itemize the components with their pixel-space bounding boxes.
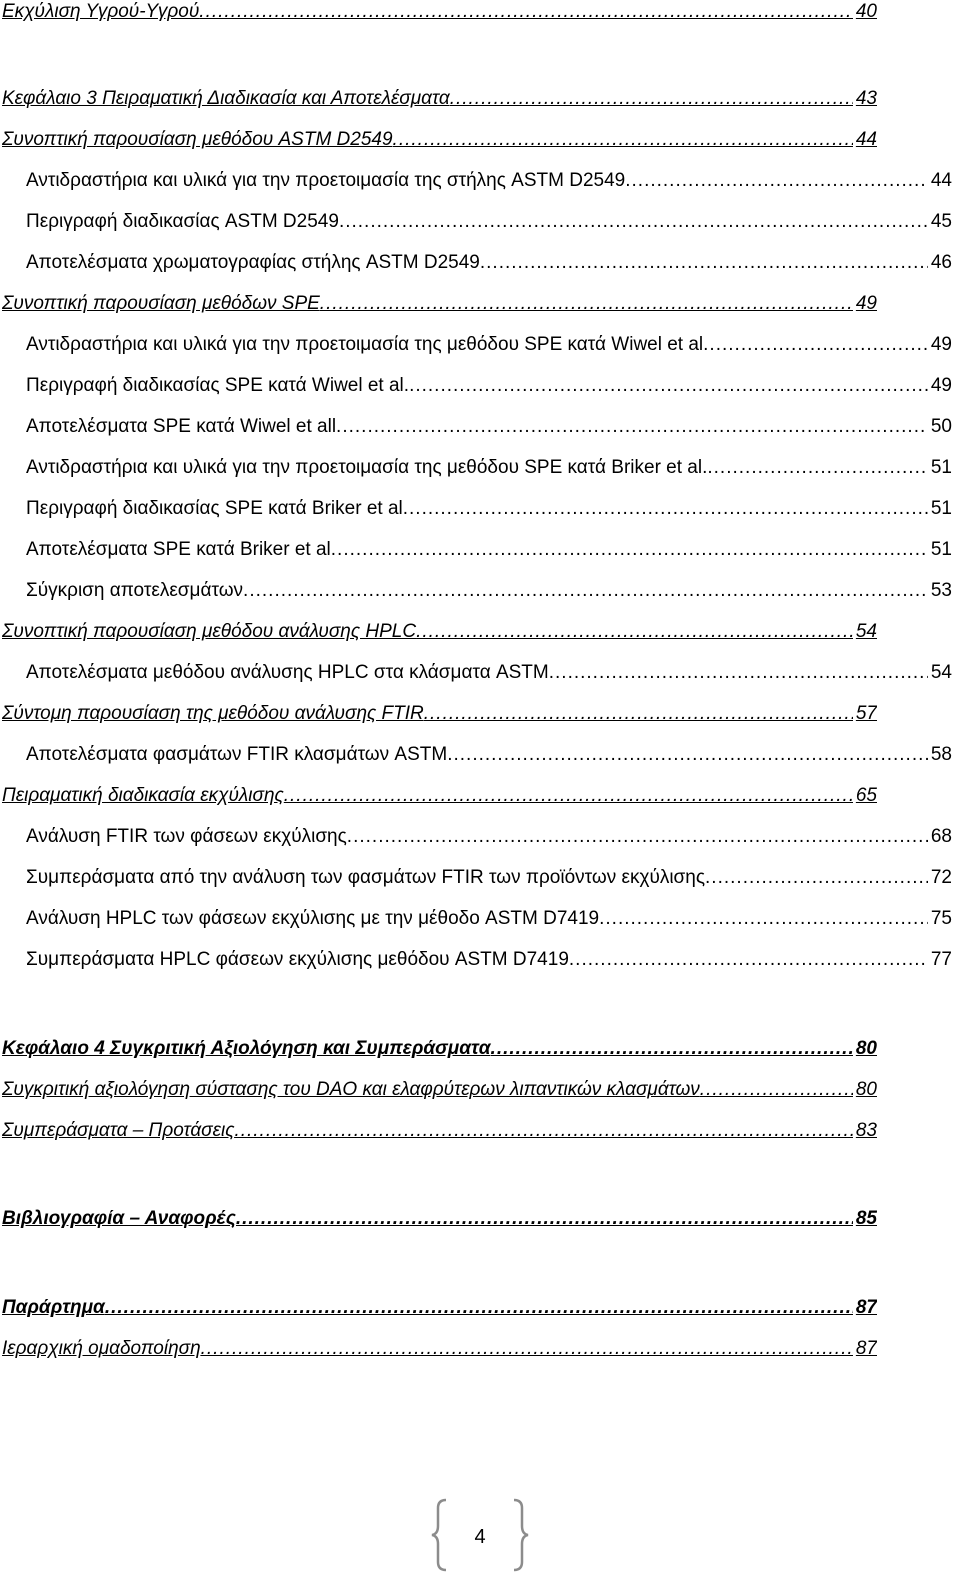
toc-entry[interactable] <box>26 210 952 234</box>
toc-leader-dots <box>393 128 853 152</box>
toc-entry-page: 54 <box>930 662 952 683</box>
toc-leader-dots <box>234 1119 852 1143</box>
toc-leader-dots <box>409 374 928 398</box>
toc-entry-page: 87 <box>855 1297 877 1318</box>
toc-entry-page: 51 <box>930 539 952 560</box>
toc-entry-page: 44 <box>855 129 877 150</box>
toc-entry[interactable] <box>2 87 877 111</box>
toc-entry[interactable] <box>2 1296 877 1320</box>
toc-leader-dots <box>243 579 928 603</box>
toc-leader-dots <box>416 620 853 644</box>
toc-entry[interactable] <box>2 1119 877 1143</box>
toc-entry[interactable] <box>2 128 877 152</box>
toc-leader-dots <box>236 1207 853 1231</box>
toc-leader-dots <box>347 825 928 849</box>
toc-entry-title: Ανάλυση HPLC των φάσεων εκχύλισης με την μέθοδο ASTM D7419 <box>26 908 600 929</box>
toc-entry-page: 45 <box>930 211 952 232</box>
toc-entry-title: Συνοπτική παρουσίαση μεθόδων SPE <box>2 293 320 314</box>
toc-leader-dots <box>700 1078 853 1102</box>
page-number: 4 <box>474 1526 486 1548</box>
toc-leader-dots <box>320 292 853 316</box>
toc-entry-title: Αποτελέσματα SPE κατά Wiwel et all <box>26 416 337 437</box>
toc-entry-page: 72 <box>930 867 952 888</box>
toc-entry-page: 51 <box>930 457 952 478</box>
toc-entry-title: Συνοπτική παρουσίαση μεθόδου ανάλυσης HPLC <box>2 621 417 642</box>
toc-leader-dots <box>491 1037 853 1061</box>
toc-entry-title: Σύγκριση αποτελεσμάτων <box>26 580 244 601</box>
toc-entry-page: 85 <box>855 1208 877 1229</box>
toc-entry-title: Αποτελέσματα φασμάτων FTIR κλασμάτων ASTM <box>26 744 448 765</box>
toc-entry-page: 65 <box>855 785 877 806</box>
toc-entry-title: Αντιδραστήρια και υλικά για την προετοιμασία της μεθόδου SPE κατά Wiwel et al <box>26 334 704 355</box>
toc-leader-dots <box>199 0 853 24</box>
toc-entry[interactable] <box>2 1337 877 1361</box>
toc-entry-title: Σύντομη παρουσίαση της μεθόδου ανάλυσης FTIR <box>2 703 424 724</box>
toc-entry-title: Αποτελέσματα SPE κατά Briker et al <box>26 539 331 560</box>
toc-entry[interactable] <box>2 292 877 316</box>
toc-entry-page: 43 <box>855 88 877 109</box>
toc-entry-page: 49 <box>930 334 952 355</box>
toc-entry[interactable] <box>26 333 952 357</box>
toc-entry[interactable] <box>2 1078 877 1102</box>
toc-entry[interactable] <box>2 784 877 808</box>
toc-entry-title: Συμπεράσματα από την ανάλυση των φασμάτων FTIR των προϊόντων εκχύλισης <box>26 867 706 888</box>
toc-leader-dots <box>705 866 928 890</box>
toc-entry[interactable] <box>26 169 952 193</box>
toc-leader-dots <box>549 661 928 685</box>
toc-leader-dots <box>201 1337 853 1361</box>
toc-entry[interactable] <box>26 907 952 931</box>
toc-entry-title: Συγκριτική αξιολόγηση σύστασης του DAO και ελαφρύτερων λιπαντικών κλασμάτων <box>2 1079 700 1100</box>
toc-entry-page: 53 <box>930 580 952 601</box>
toc-entry[interactable] <box>26 456 952 480</box>
toc-entry-title: Περιγραφή διαδικασίας ASTM D2549 <box>26 211 339 232</box>
toc-entry-title: Περιγραφή διαδικασίας SPE κατά Wiwel et al. <box>26 375 410 396</box>
toc-entry-page: 58 <box>930 744 952 765</box>
toc-entry-title: Εκχύλιση Υγρού-Υγρού <box>2 1 200 22</box>
toc-leader-dots <box>331 538 928 562</box>
toc-entry[interactable] <box>26 374 952 398</box>
toc-leader-dots <box>403 497 928 521</box>
toc-entry[interactable] <box>26 579 952 603</box>
toc-entry-title: Πειραματική διαδικασία εκχύλισης <box>2 785 284 806</box>
toc-leader-dots <box>105 1296 853 1320</box>
toc-entry-page: 49 <box>855 293 877 314</box>
toc-entry[interactable] <box>26 866 952 890</box>
toc-entry[interactable] <box>2 620 877 644</box>
toc-entry-page: 80 <box>855 1038 877 1059</box>
toc-entry[interactable] <box>26 497 952 521</box>
toc-entry-title: Παράρτημα <box>2 1297 105 1318</box>
toc-entry-title: Συνοπτική παρουσίαση μεθόδου ASTM D2549 <box>2 129 393 150</box>
toc-leader-dots <box>480 251 928 275</box>
toc-leader-dots <box>625 169 928 193</box>
toc-entry-page: 57 <box>855 703 877 724</box>
toc-leader-dots <box>569 948 928 972</box>
toc-entry-page: 68 <box>930 826 952 847</box>
toc-entry-title: Αποτελέσματα μεθόδου ανάλυσης HPLC στα κλάσματα ASTM <box>26 662 549 683</box>
toc-entry-page: 54 <box>855 621 877 642</box>
toc-leader-dots <box>450 87 853 111</box>
toc-entry-title: Συμπεράσματα – Προτάσεις <box>2 1120 235 1141</box>
toc-leader-dots <box>707 456 927 480</box>
toc-entry[interactable] <box>2 702 877 726</box>
toc-leader-dots <box>336 415 928 439</box>
toc-leader-dots <box>703 333 928 357</box>
toc-entry[interactable] <box>2 1207 877 1231</box>
toc-entry-title: Αντιδραστήρια και υλικά για την προετοιμασία της στήλης ASTM D2549 <box>26 170 626 191</box>
toc-entry-page: 50 <box>930 416 952 437</box>
toc-leader-dots <box>424 702 853 726</box>
toc-entry-page: 44 <box>930 170 952 191</box>
toc-entry-title: Βιβλιογραφία – Αναφορές <box>2 1208 236 1229</box>
toc-entry-title: Αποτελέσματα χρωματογραφίας στήλης ASTM D2549 <box>26 252 480 273</box>
toc-entry-title: Συμπεράσματα HPLC φάσεων εκχύλισης μεθόδου ASTM D7419 <box>26 949 569 970</box>
page-footer <box>0 1490 960 1570</box>
toc-entry-title: Περιγραφή διαδικασίας SPE κατά Briker et al <box>26 498 403 519</box>
toc-entry-page: 40 <box>855 1 877 22</box>
toc-entry[interactable] <box>26 948 952 972</box>
toc-entry-page: 51 <box>930 498 952 519</box>
toc-entry-page: 77 <box>930 949 952 970</box>
toc-entry[interactable] <box>26 825 952 849</box>
toc-entry-page: 87 <box>855 1338 877 1359</box>
toc-entry-title: Κεφάλαιο 4 Συγκριτική Αξιολόγηση και Συμπεράσματα <box>2 1038 491 1059</box>
toc-entry[interactable] <box>2 0 877 24</box>
toc-entry-page: 46 <box>930 252 952 273</box>
toc-entry[interactable] <box>26 743 952 767</box>
toc-leader-dots <box>599 907 928 931</box>
toc-entry-title: Κεφάλαιο 3 Πειραματική Διαδικασία και Αποτελέσματα <box>2 88 450 109</box>
toc-entry-page: 83 <box>855 1120 877 1141</box>
toc-entry-page: 75 <box>930 908 952 929</box>
toc-entry[interactable] <box>26 415 952 439</box>
toc-entry[interactable] <box>26 251 952 275</box>
toc-leader-dots <box>284 784 853 808</box>
toc-entry-title: Ανάλυση FTIR των φάσεων εκχύλισης <box>26 826 347 847</box>
toc-leader-dots <box>339 210 928 234</box>
toc-entry-title: Αντιδραστήρια και υλικά για την προετοιμασία της μεθόδου SPE κατά Briker et al. <box>26 457 708 478</box>
toc-entry[interactable] <box>26 538 952 562</box>
toc-entry-title: Ιεραρχική ομαδοποίηση <box>2 1338 201 1359</box>
toc-leader-dots <box>447 743 928 767</box>
toc-entry[interactable] <box>2 1037 877 1061</box>
toc-entry-page: 80 <box>855 1079 877 1100</box>
toc-entry-page: 49 <box>930 375 952 396</box>
toc-entry[interactable] <box>26 661 952 685</box>
